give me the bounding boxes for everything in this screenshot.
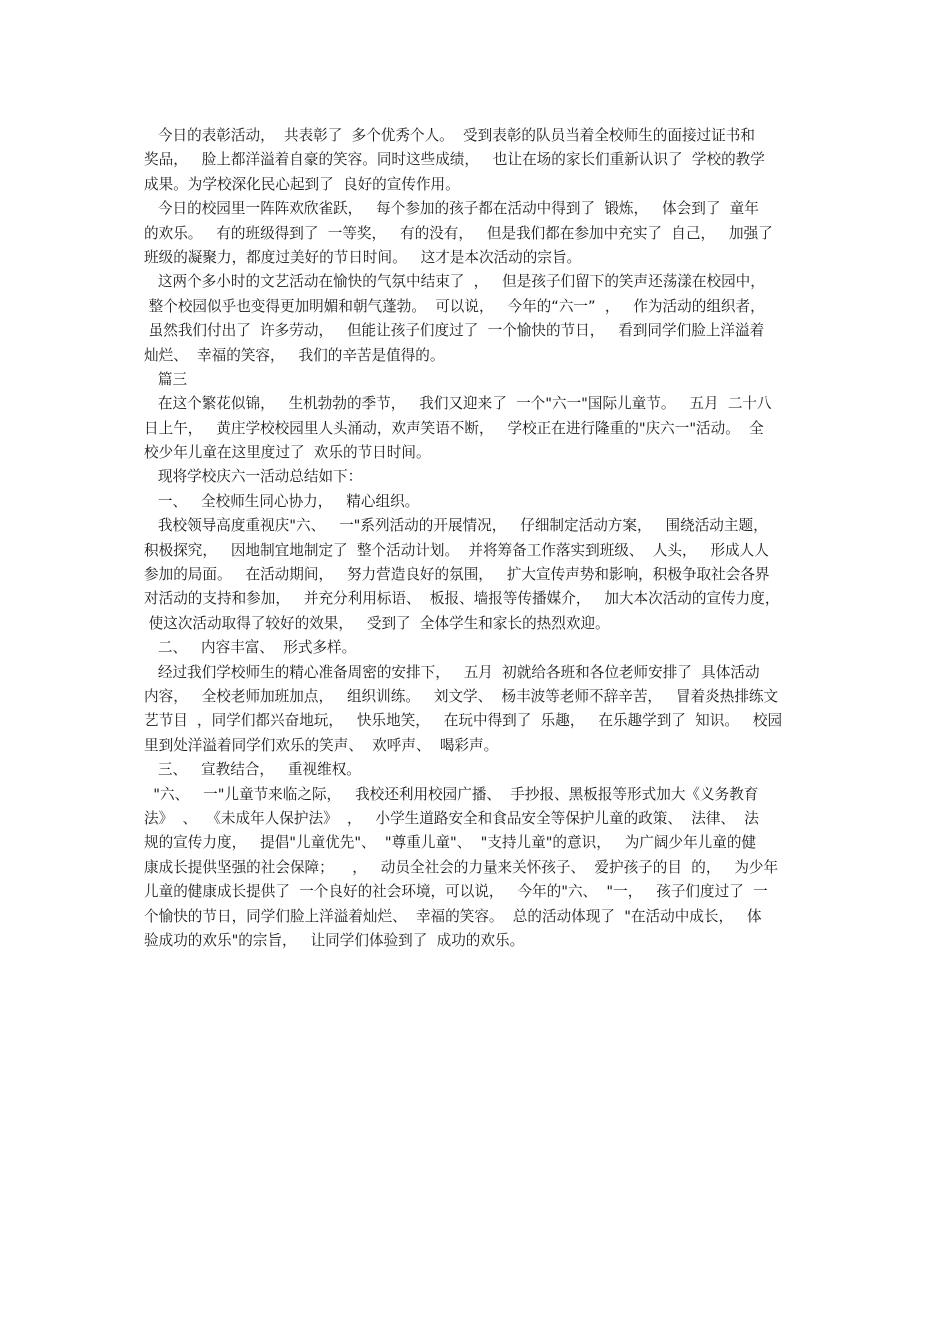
text-line: 积极探究， 因地制宜地制定了 整个活动计划。 并将筹备工作落实到班级、 人头， 形成人人 — [144, 541, 769, 559]
text-line: 虽然我们付出了 许多劳动， 但能让孩子们度过了 一个愉快的节日， 看到同学们脸上洋溢着 — [144, 322, 765, 340]
text-line: 在这个繁花似锦， 生机勃勃的季节， 我们又迎来了 一个"六一"国际儿童节。 五月 二十八 — [144, 395, 772, 413]
text-line: 使这次活动取得了较好的效果， 受到了 全体学生和家长的热烈欢迎。 — [144, 614, 610, 632]
text-line: 康成长提供坚强的社会保障； ， 动员全社会的力量来关怀孩子、 爱护孩子的目 的， 为少年 — [144, 858, 779, 876]
text-line: 里到处洋溢着同学们欢乐的笑声、 欢呼声、 喝彩声。 — [144, 736, 499, 754]
text-line: 法》 、 《未成年人保护法》 ， 小学生道路安全和食品安全等保护儿童的政策、 法律、 法 — [144, 809, 759, 827]
text-line: 整个校园似乎也变得更加明媚和朝气蓬勃。 可以说， 今年的“六一” ， 作为活动的组织者， — [144, 297, 765, 315]
text-line: 个愉快的节日，同学们脸上洋溢着灿烂、 幸福的笑容。 总的活动体现了 "在活动中成长， 体 — [144, 907, 762, 925]
text-line: 灿烂、 幸福的笑容， 我们的辛苦是值得的。 — [144, 346, 445, 364]
list-heading: 三、 宣教结合， 重视维权。 — [144, 761, 361, 779]
text-line: 这两个多小时的文艺活动在愉快的气氛中结束了 ， 但是孩子们留下的笑声还荡漾在校园中， — [144, 273, 765, 291]
text-line: 内容， 全校老师加班加点， 组织训练。 刘文学、 杨丰波等老师不辞辛苦， 冒着炎热排练文 — [144, 687, 779, 705]
text-line: 我校领导高度重视庆"六、 一"系列活动的开展情况， 仔细制定活动方案， 围绕活动主题， — [144, 517, 768, 535]
text-line: 艺节目 ，同学们都兴奋地玩， 快乐地笑， 在玩中得到了 乐趣， 在乐趣学到了 知识。 校园 — [144, 712, 783, 730]
section-heading: 篇三 — [144, 370, 188, 388]
list-heading: 二、 内容丰富、 形式多样。 — [144, 639, 357, 657]
text-line: 对活动的支持和参加， 并充分利用标语、 板报、墙报等传播媒介， 加大本次活动的宣传力度， — [144, 590, 780, 608]
text-line: 日上午， 黄庄学校校园里人头涌动，欢声笑语不断， 学校正在进行隆重的"庆六一"活动。 全 — [144, 419, 764, 437]
text-line: 参加的局面。 在活动期间， 努力营造良好的氛围， 扩大宣传声势和影响，积极争取社会各界 — [144, 566, 770, 584]
text-line: "六、 一"儿童节来临之际， 我校还利用校园广播、 手抄报、黑板报等形式加大《义务教育 — [144, 785, 759, 803]
text-line: 奖品， 脸上都洋溢着自豪的笑容。同时这些成绩， 也让在场的家长们重新认识了 学校的教学 — [144, 151, 765, 169]
text-line: 规的宣传力度， 提倡"儿童优先"、 "尊重儿童"、 "支持儿童"的意识， 为广阔少年儿童的健 — [144, 834, 757, 852]
text-line: 的欢乐。 有的班级得到了 一等奖， 有的没有， 但是我们都在参加中充实了 自己， 加强了 — [144, 224, 773, 242]
text-line: 校少年儿童在这里度过了 欢乐的节日时间。 — [144, 444, 431, 462]
text-line: 成果。为学校深化民心起到了 良好的宣传作用。 — [144, 175, 460, 193]
text-line: 今日的校园里一阵阵欢欣雀跃， 每个参加的孩子都在活动中得到了 锻炼， 体会到了 童年 — [144, 200, 759, 218]
text-line: 验成功的欢乐"的宗旨， 让同学们体验到了 成功的欢乐。 — [144, 931, 525, 949]
list-heading: 一、 全校师生同心协力， 精心组织。 — [144, 492, 420, 510]
text-line: 经过我们学校师生的精心准备周密的安排下， 五月 初就给各班和各位老师安排了 具体活动 — [144, 663, 760, 681]
text-line: 现将学校庆六一活动总结如下： — [144, 468, 363, 486]
document-body — [144, 124, 824, 953]
text-line: 班级的凝聚力，都度过美好的节日时间。 这才是本次活动的宗旨。 — [144, 248, 582, 266]
text-line: 儿童的健康成长提供了 一个良好的社会环境，可以说， 今年的"六、 "一， 孩子们度过了 一 — [144, 883, 768, 901]
text-line: 今日的表彰活动， 共表彰了 多个优秀个人。 受到表彰的队员当着全校师生的面接过证书和 — [144, 127, 755, 144]
